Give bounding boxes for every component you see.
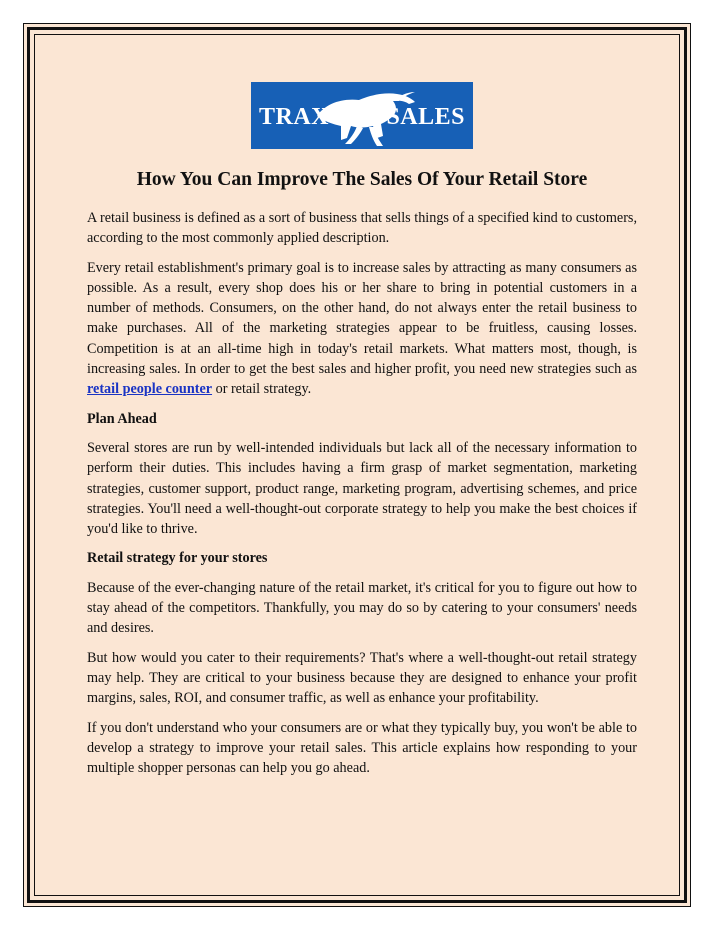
paragraph-plan-ahead: Several stores are run by well-intended individuals but lack all of the necessary information to perform their duties. This includes having a firm grasp of market segmentation, marketing strategies, customer support, product range, marketing program, advertising schemes, and price strategies. You'll need a well-thought-out corporate strategy to help you make the best choices if you'd like to thrive.: [87, 439, 637, 538]
paragraph-requirements: But how would you cater to their requirements? That's where a well-thought-out retail strategy may help. They are critical to your business because they are designed to enhance your profit margins, sales, ROI, and consumer traffic, as well as enhance your profitability.: [87, 649, 637, 707]
document-content: [87, 82, 637, 787]
logo-word-trax: TRAX: [259, 104, 330, 130]
retail-people-counter-link[interactable]: retail people counter: [87, 381, 213, 398]
paragraph-personas: If you don't understand who your consumers are or what they typically buy, you won't be able to develop a strategy to improve your retail sales. This article explains how responding to your multiple shopper personas can help you go ahead.: [87, 719, 637, 777]
section-heading-plan-ahead: Plan Ahead: [87, 410, 157, 427]
document-page: [27, 27, 687, 903]
logo-word-sales: SALES: [386, 104, 465, 130]
paragraph-goal: [87, 258, 637, 400]
paragraph-goal-text: Every retail establishment's primary goal is to increase sales by attracting as many consumers as possible. As a result, every shop does his or her share to bring in potential customers in a number of methods. Consumers, on the other hand, do not always enter the retail business to make purchases. All of the marketing strategies appear to be fruitless, causing losses. Competition is at an all-time high in today's retail markets. What matters most, though, is increasing sales. In order to get the best sales and higher profit, you need new strategies such as: [87, 259, 637, 378]
article-title: How You Can Improve The Sales Of Your Retail Store: [136, 169, 588, 190]
paragraph-intro: A retail business is defined as a sort of business that sells things of a specified kind to customers, according to the most commonly applied description.: [87, 210, 637, 247]
section-heading-retail-strategy: Retail strategy for your stores: [87, 550, 268, 567]
trax-sales-logo: [251, 82, 473, 149]
paragraph-market: Because of the ever-changing nature of the retail market, it's critical for you to figure out how to stay ahead of the competitors. Thankfully, you may do so by catering to your consumers' needs and desires.: [87, 579, 637, 637]
paragraph-goal-tail: or retail strategy.: [212, 381, 312, 398]
